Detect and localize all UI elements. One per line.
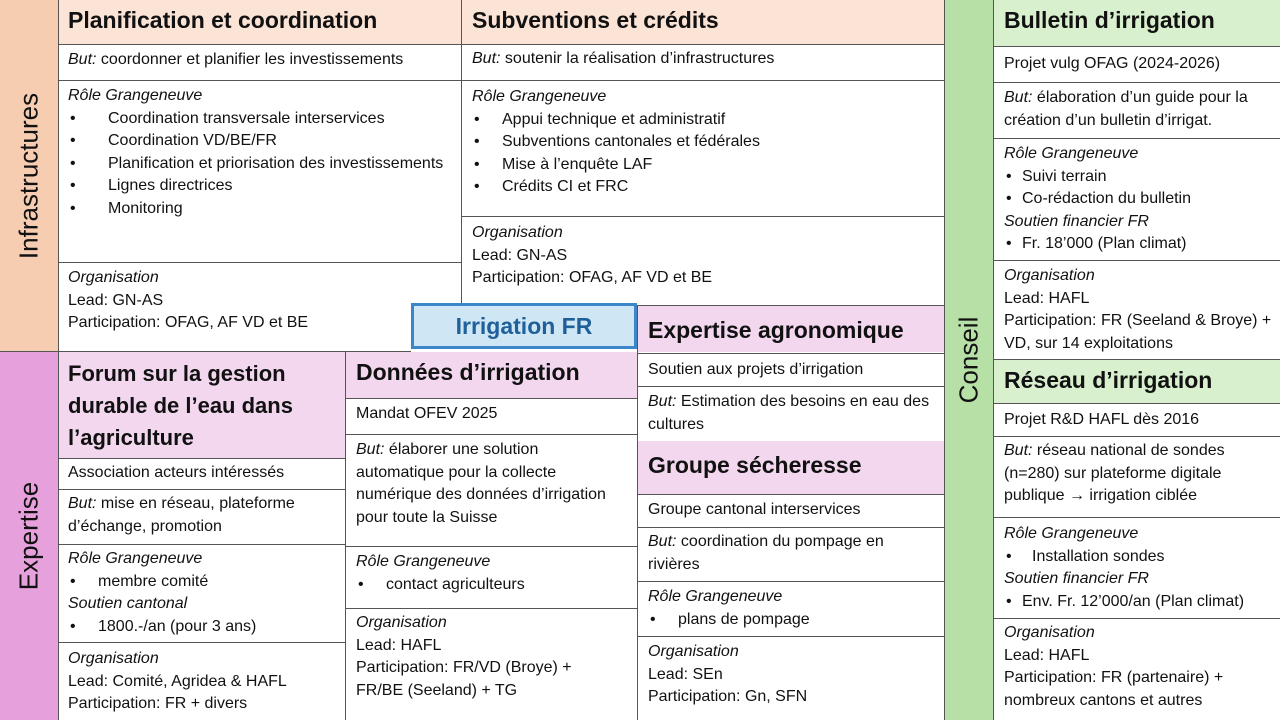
reseau-org: Organisation Lead: HAFL Participation: FR (partenaire) + nombreux cantons et autres — [1004, 624, 1224, 709]
forum-org: Organisation Lead: Comité, Agridea & HAFL Participation: FR + divers — [68, 650, 287, 712]
forum-subtitle: Association acteurs intéressés — [68, 464, 285, 481]
planification-role — [60, 85, 460, 220]
planification-but: But: coordonner et planifier les investissements — [68, 51, 404, 68]
list-item: • Suivi terrain — [1004, 166, 1272, 189]
forum-card — [58, 352, 345, 720]
list-item: • Monitoring — [68, 198, 452, 221]
role-label: Rôle Grangeneuve — [68, 87, 203, 104]
list-item: • Env. Fr. 12’000/an (Plan climat) — [1004, 591, 1272, 614]
infrastructures-band — [0, 0, 58, 352]
donnees-but: But: élaborer une solution automatique pour la collecte numérique des données d’irrigation pour toute la Suisse — [356, 441, 606, 526]
secheresse-project: Groupe cantonal interservices — [648, 501, 861, 518]
list-item: • Crédits CI et FRC — [472, 176, 926, 199]
reseau-project: Projet R&D HAFL dès 2016 — [1004, 411, 1200, 428]
list-item: • Planification et priorisation des investissements — [68, 153, 448, 176]
planification-org: Organisation Lead: GN-AS Participation: OFAG, AF VD et BE — [68, 269, 309, 331]
list-item: • Appui technique et administratif — [472, 109, 926, 132]
reseau-but: But: réseau national de sondes (n=280) sur plateforme digitale publique → irrigation ciblée — [1004, 442, 1225, 504]
list-item: • Coordination VD/BE/FR — [68, 130, 452, 153]
expertise-agro-but: But: Estimation des besoins en eau des cultures — [648, 393, 930, 433]
forum-role: Rôle Grangeneuve • membre comité Soutien cantonal • 1800.-/an (pour 3 ans) — [60, 548, 344, 638]
subventions-org: Organisation Lead: GN-AS Participation: OFAG, AF VD et BE — [472, 224, 713, 286]
conseil-band — [944, 0, 994, 720]
expertise-band — [0, 352, 58, 720]
forum-title: Forum sur la gestion durable de l’eau dans l’agriculture — [68, 361, 293, 450]
donnees-role: Rôle Grangeneuve • contact agriculteurs — [348, 551, 636, 596]
subventions-title: Subventions et crédits — [472, 7, 719, 33]
donnees-org: Organisation Lead: HAFL Participation: FR/VD (Broye) + FR/BE (Seeland) + TG — [356, 614, 572, 699]
expertise-agro-title: Expertise agronomique — [648, 317, 904, 343]
bulletin-card — [994, 0, 1280, 360]
subventions-but: But: soutenir la réalisation d’infrastructures — [472, 50, 775, 67]
bulletin-but: But: élaboration d’un guide pour la création d’un bulletin d’irrigat. — [1004, 89, 1248, 129]
secheresse-but: But: coordination du pompage en rivières — [648, 533, 884, 573]
planification-card — [58, 0, 461, 352]
irrigation-fr-hub: Irrigation FR — [411, 303, 637, 349]
list-item: • 1800.-/an (pour 3 ans) — [68, 616, 336, 639]
bulletin-org: Organisation Lead: HAFL Participation: FR (Seeland & Broye) + VD, sur 14 exploitations — [1004, 267, 1272, 352]
bulletin-project: Projet vulg OFAG (2024-2026) — [1004, 55, 1221, 72]
secheresse-org: Organisation Lead: SEn Participation: Gn, SFN — [648, 643, 808, 705]
donnees-card — [345, 352, 637, 720]
bulletin-title: Bulletin d’irrigation — [1004, 7, 1215, 33]
donnees-project: Mandat OFEV 2025 — [356, 405, 498, 422]
donnees-title: Données d’irrigation — [356, 359, 580, 385]
forum-but: But: mise en réseau, plateforme d’échange, promotion — [68, 495, 295, 535]
conseil-label: Conseil — [953, 316, 984, 404]
list-item: • Lignes directrices — [68, 175, 452, 198]
subventions-role: Rôle Grangeneuve • Appui technique et administratif • Subventions cantonales et fédérales • Mise à l’enquête LAF • Crédits CI et FRC — [464, 86, 934, 199]
planification-title: Planification et coordination — [68, 7, 378, 33]
expertise-agro-project: Soutien aux projets d’irrigation — [648, 361, 864, 378]
bulletin-role: Rôle Grangeneuve • Suivi terrain • Co-rédaction du bulletin Soutien financier FR • Fr. 18’000 (Plan climat) — [996, 143, 1280, 256]
secheresse-title: Groupe sécheresse — [648, 452, 862, 478]
list-item: • Installation sondes — [1004, 546, 1272, 569]
infrastructures-label: Infrastructures — [13, 92, 44, 260]
expertise-agro-card — [637, 305, 944, 441]
list-item: • Subventions cantonales et fédérales — [472, 131, 926, 154]
list-item: • Fr. 18’000 (Plan climat) — [1004, 233, 1272, 256]
secheresse-role: Rôle Grangeneuve • plans de pompage — [640, 586, 940, 631]
reseau-card — [994, 360, 1280, 720]
list-item: • contact agriculteurs — [356, 574, 628, 597]
secheresse-card — [637, 441, 944, 720]
reseau-role: Rôle Grangeneuve • Installation sondes Soutien financier FR • Env. Fr. 12’000/an (Plan climat) — [996, 523, 1280, 613]
expertise-label: Expertise — [13, 481, 44, 591]
subventions-card — [461, 0, 944, 305]
list-item: • plans de pompage — [648, 609, 932, 632]
list-item: • Coordination transversale interservices — [68, 108, 452, 131]
list-item: • membre comité — [68, 571, 336, 594]
reseau-title: Réseau d’irrigation — [1004, 367, 1213, 393]
list-item: • Co-rédaction du bulletin — [1004, 188, 1272, 211]
list-item: • Mise à l’enquête LAF — [472, 154, 926, 177]
